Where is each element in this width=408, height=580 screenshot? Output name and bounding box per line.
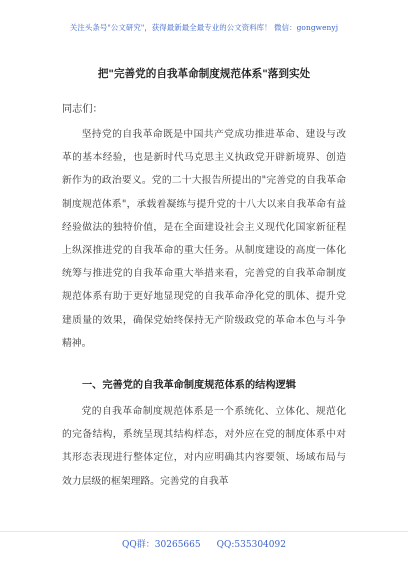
promo-banner: 关注头条号"公文研究"，获得最新最全最专业的公文资料库！ 微信：gongwenyj: [69, 23, 339, 32]
footer-divider: [0, 531, 408, 532]
body-paragraph-1: 坚持党的自我革命既是中国共产党成功推进革命、建设与改革的基本经验，也是新时代马克思主义执政党开辟新境界、创造新作为的政治要义。党的二十大报告所提出的"完善党的自我革命制度规范体系"，承载着凝练与提升党的十八大以来自我革命有益经验做法的独特价值，是在全面建设社会主义现代化国家新征程上纵深推进党的自我革命的重大任务。从制度建设的高度一体化统筹与推进党的自我革命重大举措来看，完善党的自我革命制度规范体系有助于更好地显现党的自我革命净化党的肌体、提升党建质量的效果，确保党始终保持无产阶级政党的革命本色与斗争精神。: [62, 129, 346, 349]
section-heading-1: 一、完善党的自我革命制度规范体系的结构逻辑: [82, 379, 296, 391]
document-title: 把"完善党的自我革命制度规范体系"落到实处: [97, 68, 311, 80]
footer-qq-group: QQ群：30265665: [122, 540, 201, 550]
footer-qq: QQ:535304092: [216, 540, 286, 550]
salutation: 同志们：: [62, 104, 103, 115]
footer-contact: [0, 537, 408, 550]
body-paragraph-2: 党的自我革命制度规范体系是一个系统化、立体化、规范化的完备结构，系统呈现其结构样态，对外应在党的制度体系中对其形态表现进行整体定位，对内应明确其内容要领、场域布局与效力层级的框架理路。完善党的自我革: [62, 406, 346, 487]
